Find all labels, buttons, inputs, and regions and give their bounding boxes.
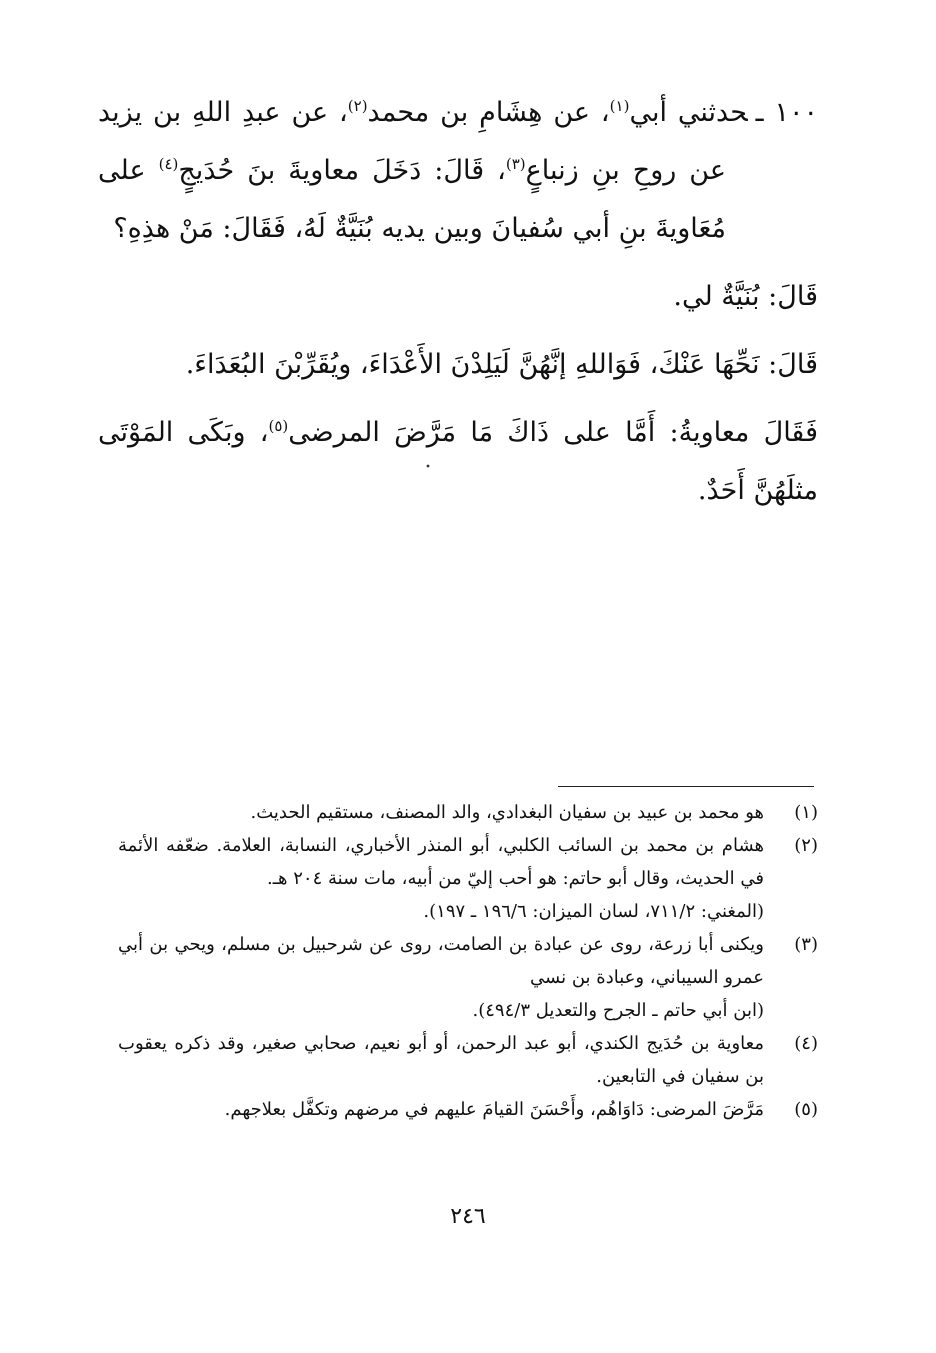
footnote-number: (٤) (794, 1033, 818, 1054)
text-segment: فَقَالَ معاويةُ: أَمَّا على ذَاكَ مَا مَرَّضَ المرضى (288, 417, 818, 448)
footnote-ref: (١) (609, 97, 630, 115)
footnote-ref: (٢) (347, 97, 368, 115)
page-number: ٢٤٦ (450, 1204, 486, 1229)
dialogue-paragraph: قَالَ: بُنَيَّةٌ لي. (673, 281, 818, 312)
footnote-ref: (٥) (268, 417, 289, 435)
hadith-number: ١٠٠ ـ (755, 97, 819, 128)
text-segment: على مُعَاويةَ بنِ أبي سُفيانَ وبين يديه بُنَيَّةٌ لَهُ، فَقَالَ: مَنْ هذِهِ؟ (98, 155, 726, 244)
footnote-line: (ابن أبي حاتم ـ الجرح والتعديل ٤٩٤/٣). (472, 1000, 764, 1021)
footnote-line: هو محمد بن عبيد بن سفيان البغدادي، والد المصنف، مستقيم الحديث. (250, 802, 764, 823)
text-segment: ، قَالَ: دَخَلَ معاويةَ بنَ حُدَيجٍ (178, 155, 506, 186)
footnote-number: (٢) (794, 835, 818, 856)
footnote-number: (٣) (794, 934, 818, 955)
footnote-ref: (٣) (505, 155, 526, 173)
footnote-line: (المغني: ٧١١/٢، لسان الميزان: ١٩٦/٦ ـ ١٩٧). (423, 901, 764, 922)
footnote-number: (٥) (794, 1099, 818, 1120)
text-segment: ، عن هِشَامِ بن محمد (367, 97, 610, 128)
footnote-number: (١) (794, 802, 818, 823)
dialogue-paragraph: قَالَ: نَحِّهَا عَنْكَ، فَوَاللهِ إنَّهُنَّ لَيَلِدْنَ الأَعْدَاءَ، ويُقَرِّبْنَ البُعَدَاءَ. (185, 349, 818, 380)
footnote-ref: (٤) (158, 155, 179, 173)
text-segment: حدثني أبي (629, 97, 748, 128)
footnote-line: مَرَّضَ المرضى: دَاوَاهُم، وأَحْسَنَ القيامَ عليهم في مرضهم وتكفَّل بعلاجهم. (224, 1099, 764, 1120)
text-segment: ، وبَكَى المَوْتَى مثلَهُنَّ أَحَدٌ. (98, 417, 818, 506)
footnote-line: هشام بن محمد بن السائب الكلبي، أبو المنذر الأخباري، النسابة، العلامة. ضعّفه الأئمة في الحديث، وقال أبو حاتم: هو أحب إليّ من أبيه، مات سنة ٢٠٤ هـ. (118, 835, 764, 889)
footnote-line: ويكنى أبا زرعة، روى عن عبادة بن الصامت، روى عن شرحبيل بن مسلم، ويحي بن أبي عمرو السيباني، وعبادة بن نسي (118, 934, 764, 988)
footnote-line: معاوية بن حُدَيج الكندي، أبو عبد الرحمن، أو أبو نعيم، صحابي صغير، وقد ذكره يعقوب بن سفيان في التابعين. (118, 1033, 764, 1087)
text-segment: ، عن عبدِ اللهِ بن يزيد عن روحِ بنِ زنباعٍ (98, 97, 726, 186)
